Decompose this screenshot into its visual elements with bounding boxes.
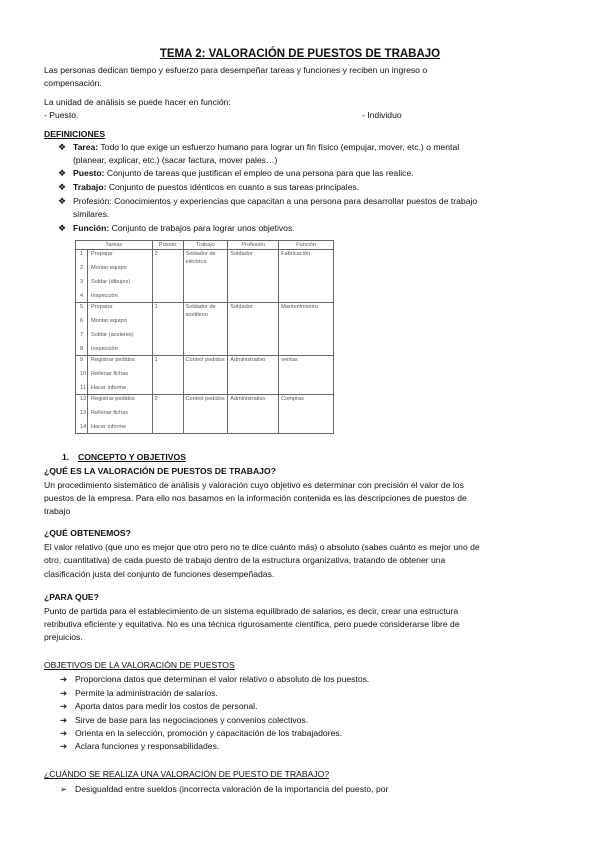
- col-header-tareas: Tareas: [76, 241, 153, 250]
- paragraph-line: Punto de partida para el establecimiento de un sistema equilibrado de salarios, es decir, crear una estructura: [44, 606, 459, 616]
- definitions-heading: DEFINICIONES: [44, 129, 106, 139]
- trabajo-cell: Control pedidos: [183, 356, 228, 395]
- trabajo-cell: Soldador de eléctrica: [183, 250, 228, 303]
- job-structure-table: [75, 240, 334, 434]
- definition-text: Conjunto de tareas que justifican el empleo de una persona para que las realice.: [104, 168, 414, 178]
- table-row: [76, 356, 334, 395]
- paragraph-line: otro, cuantitativa) de cada puesto de trabajo dentro de la estructura organizativa, tratando de obtener una: [44, 555, 446, 565]
- objective-text: Aporta datos para medir los costos de personal.: [75, 701, 258, 711]
- option-individuo: - Individuo: [362, 110, 402, 120]
- diamond-bullet-icon: ❖: [58, 142, 67, 152]
- unit-text: La unidad de análisis se puede hacer en función:: [44, 97, 231, 107]
- definition-text: Conocimientos y experiencias que capacitan a una persona para desarrollar puestos de trabajo: [111, 196, 478, 206]
- funcion-cell: ventas: [279, 356, 334, 395]
- when-text: Desigualdad entre sueldos (incorrecta valoración de la importancia del puesto, por: [75, 784, 389, 794]
- paragraph-line: puestos de la empresa. Para ello nos basamos en la información contenida es las descripciones de puestos de: [44, 493, 467, 503]
- tasks-cell: 1 Preparar 2 Montar equipo 3 Soldar (dibujos) 4 Inspección: [76, 250, 153, 303]
- diamond-bullet-icon: ❖: [58, 182, 67, 192]
- col-header-funcion: Función: [279, 241, 334, 250]
- table-row: [76, 250, 334, 303]
- diamond-bullet-icon: ❖: [58, 196, 67, 206]
- tasks-cell: 9 Registrar pedidos 10 Rellenar fichas 11 Hacer informe: [76, 356, 153, 395]
- trabajo-cell: Soldador de acetileno: [183, 303, 228, 356]
- definition-text: Conjunto de trabajos para lograr unos objetivos.: [109, 223, 295, 233]
- puesto-cell: 1: [152, 356, 183, 395]
- tasks-cell: 12 Registrar pedidos 13 Rellenar fichas 14 Hacer informe: [76, 395, 153, 434]
- question-heading: ¿QUÉ ES LA VALORACIÓN DE PUESTOS DE TRABAJO?: [44, 466, 276, 476]
- tasks-cell: 5 Preparar 6 Montar equipo 7 Soldar (aceleres) 8 Inspección: [76, 303, 153, 356]
- objective-text: Permite la administración de salarios.: [75, 688, 218, 698]
- arrow-bullet-icon: ➔: [60, 688, 68, 698]
- question-heading: ¿QUÉ OBTENEMOS?: [44, 528, 131, 538]
- definition-term: Función:: [73, 223, 110, 233]
- objective-text: Sirve de base para las negociaciones y convenios colectivos.: [75, 715, 309, 725]
- definition-term: Trabajo:: [73, 182, 107, 192]
- paragraph-line: Un procedimiento sistemático de análisis y valoración cuyo objetivo es determinar con precisión el valor de los: [44, 480, 464, 490]
- diamond-bullet-icon: ❖: [58, 168, 67, 178]
- puesto-cell: 2: [152, 395, 183, 434]
- definition-term: Tarea:: [73, 142, 99, 152]
- objective-text: Orienta en la selección, promoción y capacitación de los trabajadores.: [75, 728, 343, 738]
- paragraph-line: trabajo: [44, 506, 71, 516]
- definition-text-cont: (planear, explicar, etc.) (sacar factura, mover pales…): [73, 155, 278, 166]
- profesion-cell: Soldador: [228, 250, 279, 303]
- arrow-bullet-icon: ➔: [60, 674, 68, 684]
- definition-term: Profesión:: [73, 196, 112, 206]
- puesto-cell: 2: [152, 250, 183, 303]
- arrow-bullet-icon: ➔: [60, 728, 68, 738]
- table-row: [76, 395, 334, 434]
- profesion-cell: Administrativo: [228, 356, 279, 395]
- intro-line-2: compensación.: [44, 78, 102, 88]
- funcion-cell: Mantenimiento: [279, 303, 334, 356]
- col-header-trabajo: Trabajo: [183, 241, 228, 250]
- page-title: TEMA 2: VALORACIÓN DE PUESTOS DE TRABAJO: [159, 48, 441, 60]
- funcion-cell: Compras: [279, 395, 334, 434]
- profesion-cell: Administrativo: [228, 395, 279, 434]
- diamond-bullet-icon: ❖: [58, 223, 67, 233]
- question-heading: ¿PARA QUE?: [44, 592, 99, 602]
- option-puesto: - Puesto.: [44, 110, 79, 120]
- triangle-bullet-icon: ➢: [60, 784, 68, 794]
- funcion-cell: Fabricación: [279, 250, 334, 303]
- col-header-puesto: Puesto: [152, 241, 183, 250]
- definition-term: Puesto:: [73, 168, 105, 178]
- paragraph-line: clasificación justa del conjunto de funciones desempeñadas.: [44, 569, 275, 579]
- profesion-cell: Soldador: [228, 303, 279, 356]
- col-header-profesion: Profesión: [228, 241, 279, 250]
- section-number: 1.: [62, 452, 70, 462]
- objectives-heading: OBJETIVOS DE LA VALORACIÓN DE PUESTOS: [44, 660, 235, 670]
- section-heading: CONCEPTO Y OBJETIVOS: [78, 452, 186, 462]
- objective-text: Aclara funciones y responsabilidades.: [75, 741, 220, 751]
- paragraph-line: El valor relativo (que uno es mejor que otro pero no te dice cuánto más) o absoluto (sabes cuánto es mejor uno de: [44, 542, 480, 552]
- table-row: [76, 303, 334, 356]
- arrow-bullet-icon: ➔: [60, 701, 68, 711]
- definition-text: Todo lo que exige un esfuerzo humano para lograr un fin físico (empujar, mover, etc.) o mental: [98, 142, 460, 152]
- when-heading: ¿CUÁNDO SE REALIZA UNA VALORACIÓN DE PUESTO DE TRABAJO?: [44, 769, 330, 779]
- definition-text: Conjunto de puestos idénticos en cuanto a sus tareas principales.: [106, 182, 360, 192]
- arrow-bullet-icon: ➔: [60, 715, 68, 725]
- paragraph-line: prejuicios.: [44, 632, 83, 642]
- trabajo-cell: Control pedidos: [183, 395, 228, 434]
- paragraph-line: retributiva eficiente y equitativa. No es una técnica rigurosamente científica, pero puede considerarse libre de: [44, 619, 460, 629]
- arrow-bullet-icon: ➔: [60, 741, 68, 751]
- objective-text: Proporciona datos que determinan el valor relativo o absoluto de los puestos.: [75, 674, 370, 684]
- intro-line-1: Las personas dedican tiempo y esfuerzo para desempeñar tareas y funciones y reciben un ingreso o: [44, 65, 428, 75]
- puesto-cell: 1: [152, 303, 183, 356]
- definition-text-cont: similares.: [73, 209, 110, 220]
